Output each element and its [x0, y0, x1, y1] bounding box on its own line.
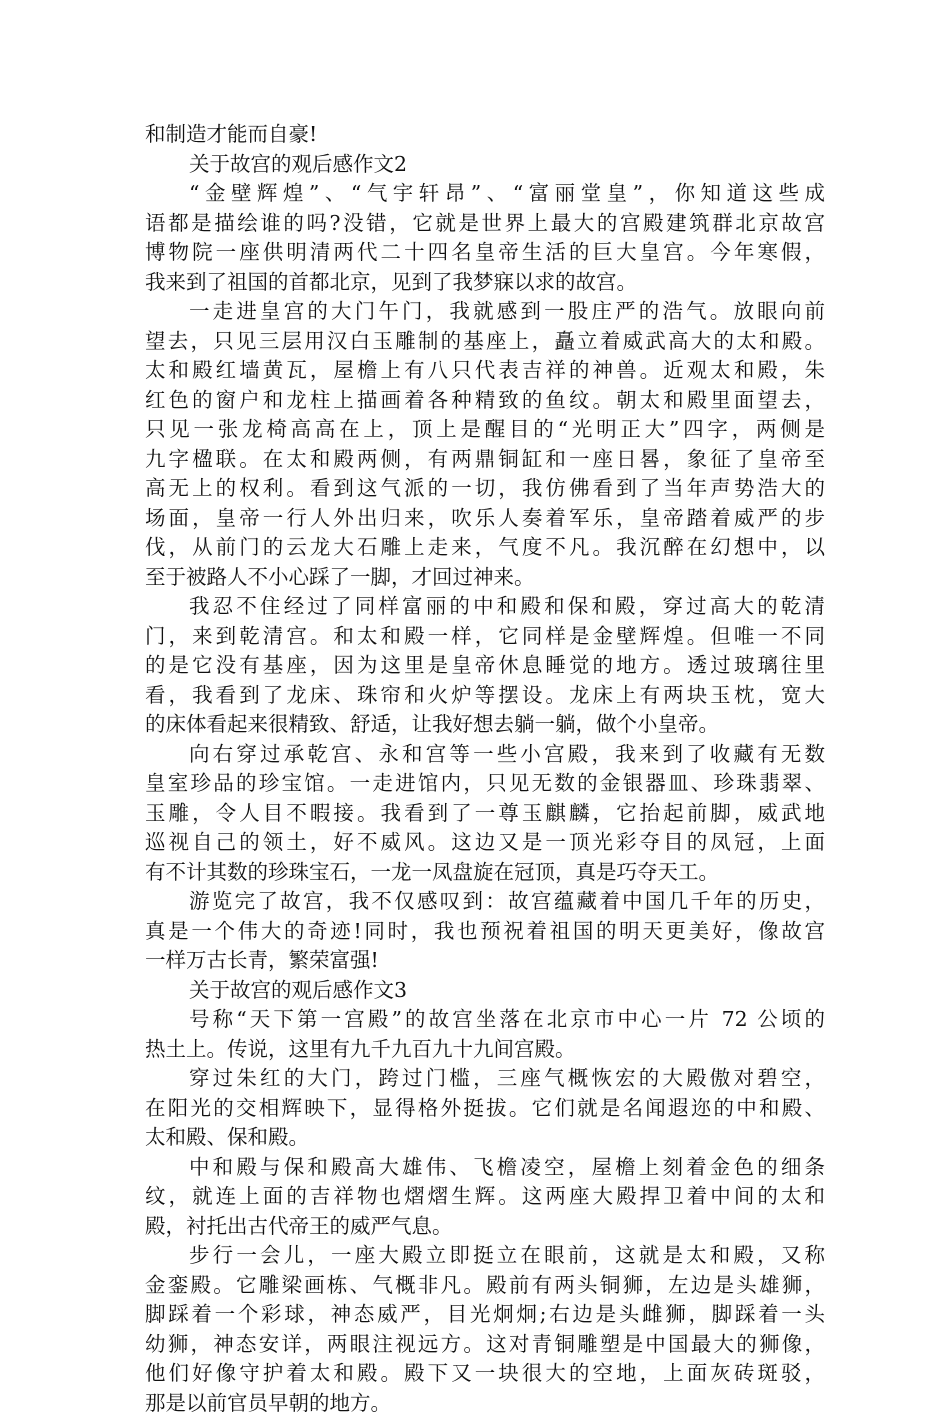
text-line: 博物院一座供明清两代二十四名皇帝生活的巨大皇宫。今年寒假，	[145, 238, 825, 268]
text-line: 的床体看起来很精致、舒适，让我好想去躺一躺，做个小皇帝。	[145, 710, 825, 740]
text-line: 步行一会儿，一座大殿立即挺立在眼前，这就是太和殿，又称	[145, 1241, 825, 1271]
text-line: 穿过朱红的大门，跨过门槛，三座气概恢宏的大殿傲对碧空，	[145, 1064, 825, 1094]
text-line: 号称“天下第一宫殿”的故宫坐落在北京市中心一片 72 公顷的	[145, 1005, 825, 1035]
text-line: 看，我看到了龙床、珠帘和火炉等摆设。龙床上有两块玉枕，宽大	[145, 681, 825, 711]
text-line: 巡视自己的领土，好不威风。这边又是一顶光彩夺目的凤冠，上面	[145, 828, 825, 858]
text-line: 场面，皇帝一行人外出归来，吹乐人奏着军乐，皇帝踏着威严的步	[145, 504, 825, 534]
text-line: 高无上的权利。看到这气派的一切，我仿佛看到了当年声势浩大的	[145, 474, 825, 504]
text-line: 至于被路人不小心踩了一脚，才回过神来。	[145, 563, 825, 593]
text-line: 金銮殿。它雕梁画栋、气概非凡。殿前有两头铜狮，左边是头雄狮，	[145, 1271, 825, 1301]
document-text	[145, 120, 825, 1418]
text-line: 我忍不住经过了同样富丽的中和殿和保和殿，穿过高大的乾清	[145, 592, 825, 622]
text-line: 一样万古长青，繁荣富强!	[145, 946, 825, 976]
text-line: 脚踩着一个彩球，神态威严，目光炯炯;右边是头雌狮，脚踩着一头	[145, 1300, 825, 1330]
text-line: 他们好像守护着太和殿。殿下又一块很大的空地，上面灰砖斑驳，	[145, 1359, 825, 1389]
text-line: 游览完了故宫，我不仅感叹到：故宫蕴藏着中国几千年的历史，	[145, 887, 825, 917]
text-line: 语都是描绘谁的吗?没错，它就是世界上最大的宫殿建筑群北京故宫	[145, 209, 825, 239]
text-line: 殿，衬托出古代帝王的威严气息。	[145, 1212, 825, 1242]
text-line: 太和殿、保和殿。	[145, 1123, 825, 1153]
text-line: 伐，从前门的云龙大石雕上走来，气度不凡。我沉醉在幻想中，以	[145, 533, 825, 563]
text-line: 的是它没有基座，因为这里是皇帝休息睡觉的地方。透过玻璃往里	[145, 651, 825, 681]
text-line: 望去，只见三层用汉白玉雕制的基座上，矗立着威武高大的太和殿。	[145, 327, 825, 357]
text-line: 向右穿过承乾宫、永和宫等一些小宫殿，我来到了收藏有无数	[145, 740, 825, 770]
text-line: 红色的窗户和龙柱上描画着各种精致的鱼纹。朝太和殿里面望去，	[145, 386, 825, 416]
text-line: 中和殿与保和殿高大雄伟、飞檐凌空，屋檐上刻着金色的细条	[145, 1153, 825, 1183]
section-heading: 关于故宫的观后感作文2	[145, 150, 825, 180]
text-line: 真是一个伟大的奇迹!同时，我也预祝着祖国的明天更美好，像故宫	[145, 917, 825, 947]
text-line: 一走进皇宫的大门午门，我就感到一股庄严的浩气。放眼向前	[145, 297, 825, 327]
text-line: 那是以前官员早朝的地方。	[145, 1389, 825, 1418]
section-heading: 关于故宫的观后感作文3	[145, 976, 825, 1006]
text-line: 有不计其数的珍珠宝石，一龙一凤盘旋在冠顶，真是巧夺天工。	[145, 858, 825, 888]
text-line: 热土上。传说，这里有九千九百九十九间宫殿。	[145, 1035, 825, 1065]
text-line: 皇室珍品的珍宝馆。一走进馆内，只见无数的金银器皿、珍珠翡翠、	[145, 769, 825, 799]
text-line: 我来到了祖国的首都北京，见到了我梦寐以求的故宫。	[145, 268, 825, 298]
text-line: 幼狮，神态安详，两眼注视远方。这对青铜雕塑是中国最大的狮像，	[145, 1330, 825, 1360]
text-line: “金壁辉煌”、“气宇轩昂”、“富丽堂皇”，你知道这些成	[145, 179, 825, 209]
text-line: 和制造才能而自豪!	[145, 120, 825, 150]
text-line: 九字楹联。在太和殿两侧，有两鼎铜缸和一座日晷，象征了皇帝至	[145, 445, 825, 475]
text-line: 太和殿红墙黄瓦，屋檐上有八只代表吉祥的神兽。近观太和殿，朱	[145, 356, 825, 386]
text-line: 在阳光的交相辉映下，显得格外挺拔。它们就是名闻遐迩的中和殿、	[145, 1094, 825, 1124]
text-line: 门，来到乾清宫。和太和殿一样，它同样是金壁辉煌。但唯一不同	[145, 622, 825, 652]
text-line: 纹，就连上面的吉祥物也熠熠生辉。这两座大殿捍卫着中间的太和	[145, 1182, 825, 1212]
text-line: 只见一张龙椅高高在上，顶上是醒目的“光明正大”四字，两侧是	[145, 415, 825, 445]
text-line: 玉雕，令人目不暇接。我看到了一尊玉麒麟，它抬起前脚，威武地	[145, 799, 825, 829]
